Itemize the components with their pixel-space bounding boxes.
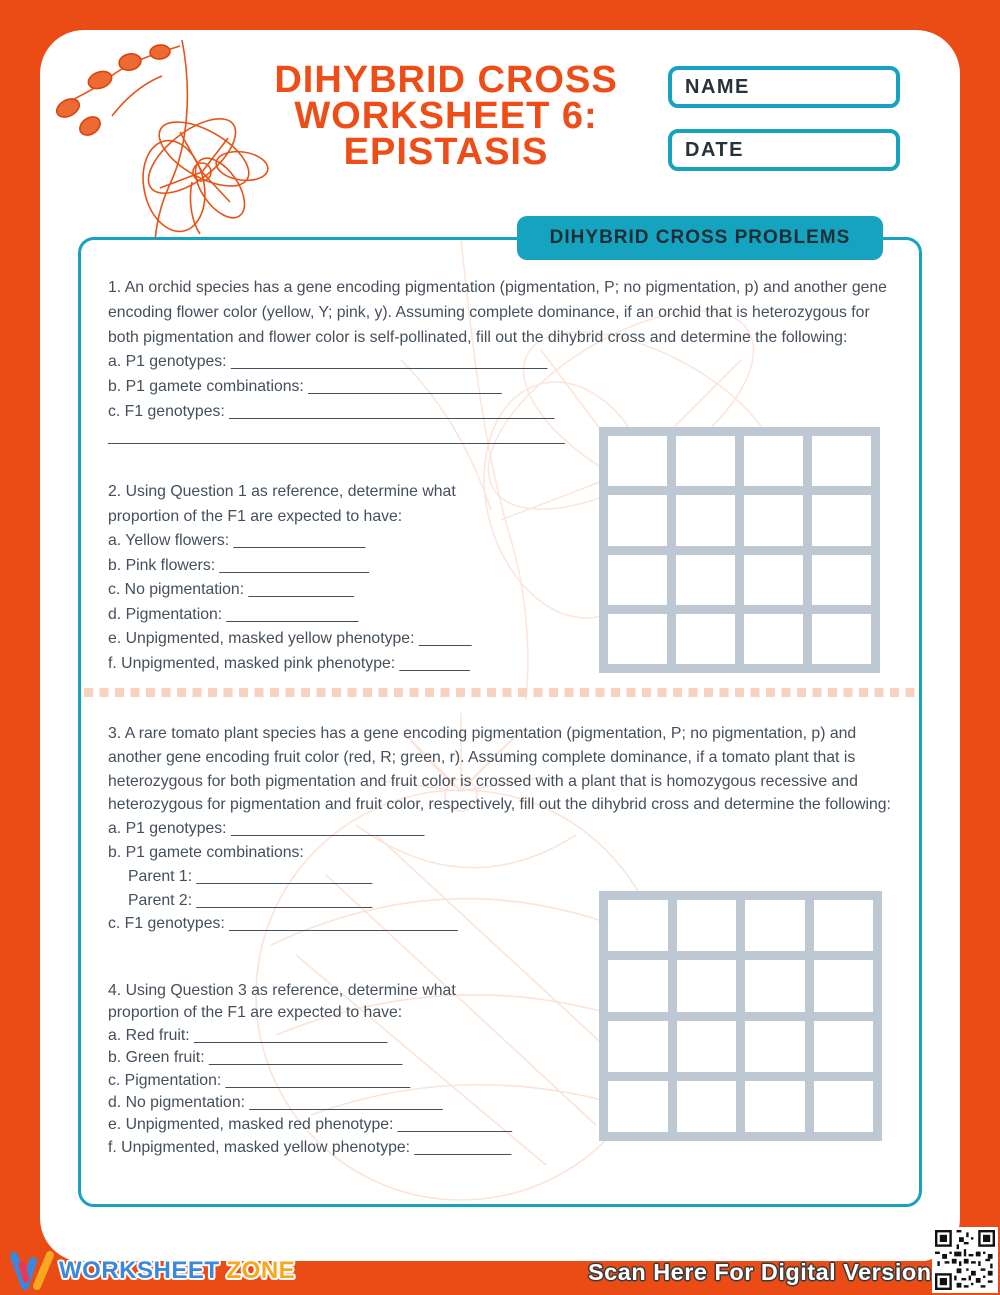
punnett-cell[interactable] [744, 495, 803, 545]
punnett-cell[interactable] [608, 555, 667, 605]
question-1-item-a[interactable]: a. P1 genotypes: ____________________________________ [108, 353, 548, 371]
punnett-cell[interactable] [676, 495, 735, 545]
punnett-cell[interactable] [814, 960, 874, 1011]
question-3-parent-2[interactable]: Parent 2: ____________________ [128, 891, 373, 909]
name-field[interactable] [668, 66, 900, 108]
question-4-item-e[interactable]: e. Unpigmented, masked red phenotype: _____________ [108, 1116, 513, 1134]
section-banner-label: DIHYBRID CROSS PROBLEMS [549, 227, 851, 248]
question-1-text: 1. An orchid species has a gene encoding pigmentation (pigmentation, P; no pigmentation, p) and another gene encoding flower color (yellow, Y; pink, y). Assuming complete dominance, if an orchid that is heterozygous for both pigmentation and flower color is self-pollinated, fill out the dihybrid cross and determine the following: [108, 279, 887, 346]
punnett-cell[interactable] [812, 555, 871, 605]
question-2-item-b[interactable]: b. Pink flowers: _________________ [108, 556, 369, 574]
punnett-cell[interactable] [608, 614, 667, 664]
question-3-item-b: b. P1 gamete combinations: [108, 843, 304, 861]
punnett-cell[interactable] [814, 1081, 874, 1132]
question-2-text-line: proportion of the F1 are expected to have: [108, 507, 403, 525]
punnett-cell[interactable] [745, 900, 805, 951]
question-4-item-f[interactable]: f. Unpigmented, masked yellow phenotype: ___________ [108, 1138, 512, 1156]
question-2-item-c[interactable]: c. No pigmentation: ____________ [108, 581, 354, 598]
punnett-grid-2 [599, 891, 882, 1141]
question-1 [108, 276, 903, 450]
name-label: NAME [685, 75, 750, 98]
question-3-text: 3. A rare tomato plant species has a gene encoding pigmentation (pigmentation, P; no pigmentation, p) and another gene encoding fruit color (red, R; green, r). Assuming complete dominance, if a tomato plant that is heterozygous for both pigmentation and fruit color is crossed with a plant that is homozygous recessive and heterozygous for pigmentation and fruit color, respectively, fill out the dihybrid cross and determine the following: [108, 725, 891, 814]
punnett-cell[interactable] [677, 900, 737, 951]
question-4-text-line: proportion of the F1 are expected to have: [108, 1004, 403, 1022]
question-2 [108, 480, 543, 676]
title-line: DIHYBRID CROSS [274, 59, 618, 101]
punnett-cell[interactable] [608, 436, 667, 486]
question-2-item-e[interactable]: e. Unpigmented, masked yellow phenotype: ______ [108, 630, 472, 647]
scan-here-text: Scan Here For Digital Version [588, 1259, 932, 1285]
date-field[interactable] [668, 129, 900, 171]
punnett-cell[interactable] [745, 960, 805, 1011]
section-banner [517, 216, 883, 260]
question-2-item-a[interactable]: a. Yellow flowers: _______________ [108, 532, 366, 549]
punnett-cell[interactable] [812, 495, 871, 545]
punnett-cell[interactable] [745, 1081, 805, 1132]
worksheetzone-logo [10, 1249, 295, 1293]
punnett-cell[interactable] [745, 1021, 805, 1072]
punnett-cell[interactable] [744, 614, 803, 664]
punnett-cell[interactable] [677, 1021, 737, 1072]
section-divider [84, 688, 920, 697]
page-title [236, 59, 656, 173]
question-1-blank-line[interactable]: ____________________________________________________ [108, 427, 565, 445]
question-2-item-f[interactable]: f. Unpigmented, masked pink phenotype: ________ [108, 654, 470, 672]
punnett-cell[interactable] [677, 1081, 737, 1132]
question-4 [108, 980, 548, 1159]
question-4-item-d[interactable]: d. No pigmentation: ______________________ [108, 1094, 443, 1112]
punnett-cell[interactable] [676, 436, 735, 486]
punnett-cell[interactable] [814, 900, 874, 951]
question-1-item-b[interactable]: b. P1 gamete combinations: ______________________ [108, 378, 502, 396]
date-label: DATE [685, 138, 744, 161]
question-4-item-c[interactable]: c. Pigmentation: _____________________ [108, 1071, 411, 1089]
question-3-item-a[interactable]: a. P1 genotypes: ______________________ [108, 820, 425, 838]
problems-box [78, 237, 922, 1207]
worksheetzone-w-icon [10, 1251, 54, 1291]
question-3-item-c[interactable]: c. F1 genotypes: __________________________ [108, 915, 458, 933]
question-4-item-a[interactable]: a. Red fruit: ______________________ [108, 1026, 388, 1044]
question-3-parent-1[interactable]: Parent 1: ____________________ [128, 867, 373, 885]
qr-code-pattern [935, 1230, 995, 1290]
punnett-cell[interactable] [744, 436, 803, 486]
punnett-cell[interactable] [812, 436, 871, 486]
qr-code [932, 1227, 998, 1293]
question-2-item-d[interactable]: d. Pigmentation: _______________ [108, 605, 359, 623]
punnett-cell[interactable] [608, 495, 667, 545]
punnett-cell[interactable] [677, 960, 737, 1011]
punnett-cell[interactable] [608, 1081, 668, 1132]
brand-word-zone: ZONE [226, 1257, 296, 1284]
worksheet-page [40, 30, 960, 1262]
question-4-item-b[interactable]: b. Green fruit: ______________________ [108, 1049, 403, 1067]
title-line: EPISTASIS [343, 131, 549, 173]
punnett-cell[interactable] [608, 1021, 668, 1072]
title-line: WORKSHEET 6: [294, 95, 598, 137]
punnett-cell[interactable] [608, 960, 668, 1011]
punnett-cell[interactable] [676, 555, 735, 605]
question-2-text-line: 2. Using Question 1 as reference, determine what [108, 483, 456, 500]
brand-word-worksheet: WORKSHEET [59, 1257, 220, 1284]
punnett-cell[interactable] [812, 614, 871, 664]
punnett-cell[interactable] [814, 1021, 874, 1072]
question-1-item-c[interactable]: c. F1 genotypes: _____________________________________ [108, 402, 555, 420]
punnett-grid-1 [599, 427, 880, 673]
question-4-text-line: 4. Using Question 3 as reference, determine what [108, 982, 456, 999]
punnett-cell[interactable] [608, 900, 668, 951]
punnett-cell[interactable] [676, 614, 735, 664]
punnett-cell[interactable] [744, 555, 803, 605]
